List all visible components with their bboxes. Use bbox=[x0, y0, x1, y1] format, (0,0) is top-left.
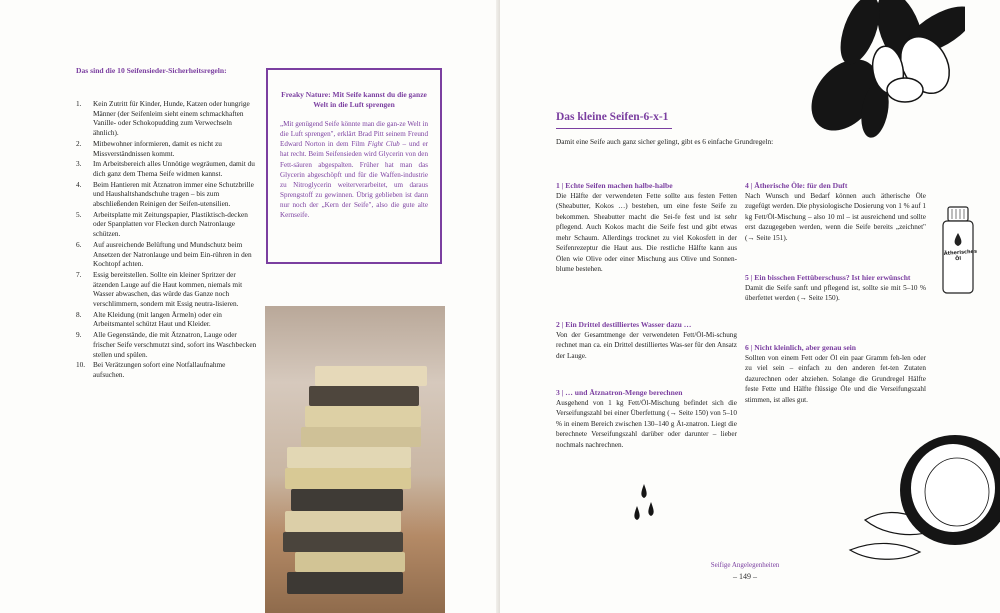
rule-5 bbox=[745, 272, 926, 304]
leaves-illustration bbox=[800, 0, 965, 145]
list-item bbox=[76, 360, 258, 379]
soap-bar bbox=[287, 572, 403, 594]
list-item bbox=[76, 240, 258, 269]
page-title: Das kleine Seifen-6-x-1 bbox=[556, 111, 669, 123]
box-text-part: „Mit genügend Seife könnte man die gan-ze Welt in die Luft sprengen", erklärt Brad Pitt seinem Freund Edward Norton in dem Film bbox=[280, 120, 428, 149]
rule-heading: 1 | Echte Seifen machen halbe-halbe bbox=[556, 181, 673, 190]
rule-6 bbox=[745, 342, 926, 405]
list-item bbox=[76, 159, 258, 178]
list-text: Im Arbeitsbereich alles Unnötige wegräumen, damit du dich ganz dem Thema Seife widmen kannst. bbox=[93, 159, 255, 178]
rule-text: Von der Gesamtmenge der verwendeten Fett/Öl-Mi-schung rechnet man ca. ein Drittel destilliertes Was-ser für den Ansatz der Lauge. bbox=[556, 331, 737, 360]
rule-heading: 6 | Nicht kleinlich, aber genau sein bbox=[745, 343, 857, 352]
list-text: Mitbewohner informieren, damit es nicht zu Missverständnissen kommt. bbox=[93, 138, 222, 158]
list-number: 6. bbox=[76, 239, 82, 249]
list-number: 9. bbox=[76, 330, 82, 340]
intro-text: Damit eine Seife auch ganz sicher gelingt, gibt es 6 einfache Grundregeln: bbox=[556, 137, 774, 146]
rule-text: Die Hälfte der verwendeten Fette sollte aus festen Fetten (Sheabutter, Kokos …) bestehen, um eine feste Seife zu bekommen. Sheabutter macht die Sei-fe fest und ist sehr pflegend. Auch Kokos macht die Seife fest und gibt etwas mehr Schaum. Allerdings trocknet zu viel Kokosfett in der Seifenrezeptur die Haut aus. Die restliche Hälfte kann aus Ölen wie Olive oder einer Mischung aus Olive und Sonnen-blume bestehen. bbox=[556, 192, 737, 274]
list-number: 2. bbox=[76, 138, 82, 148]
safety-rules-list bbox=[76, 99, 258, 381]
soap-bar bbox=[287, 447, 411, 468]
safety-rules-heading: Das sind die 10 Seifensieder-Sicherheitsregeln: bbox=[76, 66, 227, 75]
list-number: 10. bbox=[76, 360, 86, 370]
right-page bbox=[500, 0, 1000, 613]
list-item bbox=[76, 99, 258, 138]
rule-1 bbox=[556, 180, 737, 275]
soap-stack-photo bbox=[265, 306, 445, 613]
rule-heading: 2 | Ein Drittel destilliertes Wasser dazu … bbox=[556, 320, 692, 329]
list-text: Alte Kleidung (mit langen Ärmeln) oder ein Arbeitsmantel schützt Haut und Kleider. bbox=[93, 309, 222, 329]
soap-bar bbox=[291, 489, 403, 511]
box-text-part: – und er hat recht. Beim Seifensieden wird Glycerin von den Fett-säuren abgespalten. Früher hat man das Glycerin abgeschöpft und für die Waffen-industrie zu Nitroglycerin weiterverarbeitet, um daraus Sprengstoff zu gewinnen. Übrig geblieben ist dann nur noch der „Kern der Seife", also die gute alte Kernseife. bbox=[280, 140, 428, 219]
list-number: 8. bbox=[76, 309, 82, 319]
rule-text: Ausgehend von 1 kg Fett/Öl-Mischung befindet sich die Verseifungszahl bei einer Überfettung (→ Seite 150) von 5–10 % in einem Bereich zwischen 130–140 g Ät-znatron. Liegt die berechnete Verseifungszahl darüber oder darunter – lieber nochmals nachrechnen. bbox=[556, 399, 737, 449]
essential-oil-bottle bbox=[940, 205, 976, 295]
rule-heading: 4 | Ätherische Öle: für den Duft bbox=[745, 181, 848, 190]
soap-bar bbox=[305, 406, 421, 427]
page-number: – 149 – bbox=[733, 571, 757, 581]
soap-bar bbox=[309, 386, 419, 406]
rule-2 bbox=[556, 319, 737, 361]
page-footer bbox=[700, 560, 790, 583]
list-item bbox=[76, 180, 258, 209]
list-text: Kein Zutritt für Kinder, Hunde, Katzen oder hungrige Männer (der Seifenleim sieht einem schmackhaften Vanille- oder Schokopudding zum Verwechseln ähnlich). bbox=[93, 99, 250, 138]
list-number: 7. bbox=[76, 269, 82, 279]
box-title: Freaky Nature: Mit Seife kannst du die ganze Welt in die Luft sprengen bbox=[281, 90, 427, 110]
list-text: Alle Gegenstände, die mit Ätznatron, Lauge oder frischer Seife verschmutzt sind, sofort ins Waschbecken stellen und spülen. bbox=[93, 330, 257, 359]
list-item bbox=[76, 139, 258, 158]
list-item bbox=[76, 310, 258, 329]
freaky-nature-box bbox=[266, 68, 442, 264]
rule-heading: 3 | … und Ätznatron-Menge berechnen bbox=[556, 388, 683, 397]
soap-bar bbox=[283, 532, 403, 552]
list-number: 4. bbox=[76, 179, 82, 189]
soap-bar bbox=[285, 511, 401, 532]
coconut-illustration bbox=[845, 430, 1000, 575]
list-text: Beim Hantieren mit Ätznatron immer eine Schutzbrille und Haushaltshandschuhe tragen – bis zum abschließenden Reinigen der Seifen-utensilien. bbox=[93, 179, 254, 209]
list-text: Bei Verätzungen sofort eine Notfallaufnahme aufsuchen. bbox=[93, 360, 226, 379]
title-underline bbox=[556, 128, 672, 129]
list-item bbox=[76, 210, 258, 239]
list-text: Essig bereitstellen. Sollte ein kleiner Spritzer der ätzenden Lauge auf die Haut kommen, niemals mit Wasser abwaschen, das würde das Ganze noch verschlimmern, sondern mit Essig neutra-lisieren. bbox=[93, 269, 243, 309]
box-text bbox=[280, 119, 428, 220]
list-number: 5. bbox=[76, 209, 82, 219]
list-text: Arbeitsplatte mit Zeitungspapier, Plastiktisch-decken oder Spanplatten vor Flecken durch Natronlauge schützen. bbox=[93, 209, 248, 239]
list-item bbox=[76, 270, 258, 309]
list-item bbox=[76, 330, 258, 359]
rule-4 bbox=[745, 180, 926, 243]
list-number: 3. bbox=[76, 159, 82, 169]
list-number: 1. bbox=[76, 99, 82, 108]
drops-icon bbox=[630, 482, 660, 528]
rule-text: Sollten von einem Fett oder Öl ein paar Gramm feh-len oder zu viel sein – einfach zu den anderen fet-ten Zutaten dazurechnen oder abziehen. Solange die Grundregel Hälfte feste Fette und Hälfte flüssige Öle und die Verseifungszahl stimmen, ist alles gut. bbox=[745, 354, 926, 404]
soap-bar bbox=[295, 552, 405, 572]
bottle-label: Ätherisches Öl bbox=[943, 248, 978, 262]
left-page bbox=[0, 0, 498, 613]
rule-text: Nach Wunsch und Bedarf können auch ätherische Öle zugefügt werden. Die physiologische Dosierung von 1 % auf 1 kg Fett/Öl-Mischung – also 10 ml – ist ausreichend und sollte erst dazugegeben werden, wenn die Seife bereits „zeichnet" (→ Seite 151). bbox=[745, 192, 926, 242]
rule-heading: 5 | Ein bisschen Fettüberschuss? Ist hier erwünscht bbox=[745, 273, 911, 282]
soap-bar bbox=[301, 427, 421, 447]
film-title: Fight Club bbox=[367, 140, 400, 149]
list-text: Auf ausreichende Belüftung und Mundschutz beim Ansetzen der Natronlauge und beim Ein-rühren in den Kochtopf achten. bbox=[93, 239, 252, 269]
running-title: Seifige Angelegenheiten bbox=[710, 561, 780, 569]
soap-bar bbox=[285, 468, 411, 489]
rule-text: Damit die Seife sanft und pflegend ist, sollte sie mit 5–10 % überfettet werden (→ Seite 150). bbox=[745, 284, 926, 303]
soap-bar bbox=[315, 366, 427, 386]
rule-3 bbox=[556, 387, 737, 450]
